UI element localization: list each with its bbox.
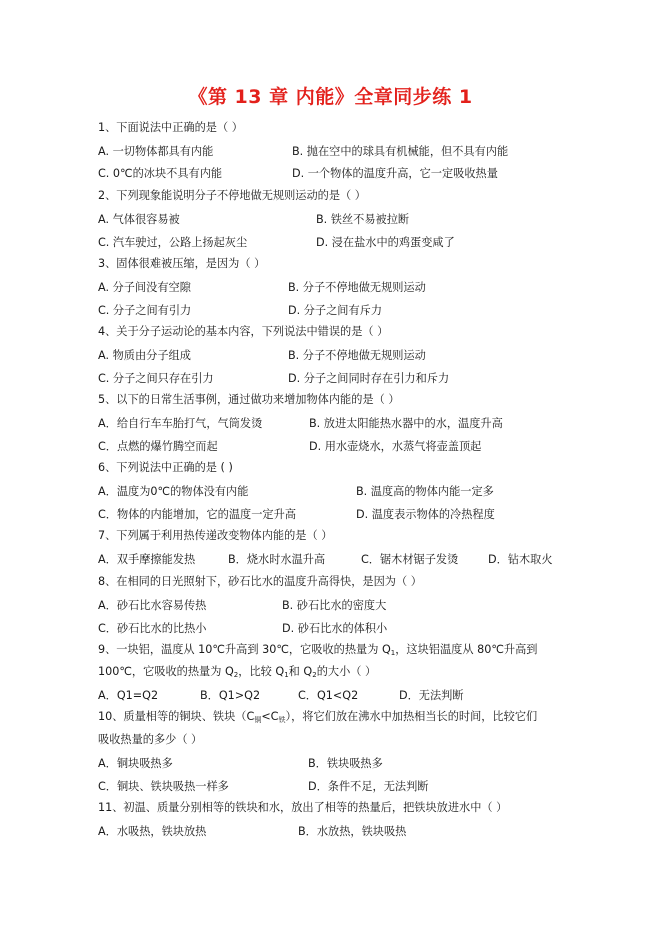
question-1-option-d: D. 一个物体的温度升高，它一定吸收热量 <box>292 167 498 180</box>
question-11-option-b: B．水放热，铁块吸热 <box>298 825 407 838</box>
question-5-option-a: A．给自行车车胎打气，气筒发烫 <box>98 417 263 430</box>
question-7-option-d: D．钻木取火 <box>488 553 553 566</box>
question-1-option-a: A. 一切物体都具有内能 <box>98 145 214 158</box>
question-9-option-b: B．Q1>Q2 <box>200 689 261 702</box>
question-5-option-b: B. 放进太阳能热水器中的水，温度升高 <box>309 417 503 430</box>
question-3-stem: 3、固体很难被压缩，是因为（ ） <box>98 257 266 270</box>
question-10-option-d: D．条件不足，无法判断 <box>308 780 429 793</box>
question-1-option-b: B. 抛在空中的球具有机械能，但不具有内能 <box>292 145 509 158</box>
question-6-option-d: D. 温度表示物体的冷热程度 <box>356 508 495 521</box>
question-1-stem: 1、下面说法中正确的是（ ） <box>98 121 243 134</box>
question-10-option-c: C．铜块、铁块吸热一样多 <box>98 780 229 793</box>
question-6-option-a: A．温度为0℃的物体没有内能 <box>98 485 249 498</box>
question-3-option-d: D. 分子之间有斥力 <box>288 304 383 317</box>
question-11-option-a: A．水吸热，铁块放热 <box>98 825 207 838</box>
question-4-option-a: A. 物质由分子组成 <box>98 349 191 362</box>
question-3-option-c: C. 分子之间有引力 <box>98 304 192 317</box>
question-5-option-d: D. 用水壶烧水，水蒸气将壶盖顶起 <box>309 440 482 453</box>
question-7-option-c: C．锯木材锯子发烫 <box>361 553 459 566</box>
document-title: 《第 13 章 内能》全章同步练 1 <box>188 86 473 108</box>
question-6-option-c: C．物体的内能增加，它的温度一定升高 <box>98 508 297 521</box>
question-8-option-a: A．砂石比水容易传热 <box>98 599 207 612</box>
question-2-option-d: D. 浸在盐水中的鸡蛋变咸了 <box>316 236 455 249</box>
question-9-stem-line-1: 9、一块铝，温度从 10℃升高到 30℃，它吸收的热量为 $Q_1$，这块铝温度从 80℃升高到 <box>98 643 538 657</box>
question-9-option-d: D．无法判断 <box>399 689 464 702</box>
question-4-option-b: B. 分子不停地做无规则运动 <box>288 349 426 362</box>
question-2-stem: 2、下列现象能说明分子不停地做无规则运动的是（ ） <box>98 189 366 202</box>
question-8-stem: 8、在相同的日光照射下，砂石比水的温度升高得快，是因为（ ） <box>98 575 422 588</box>
question-5-option-c: C．点燃的爆竹腾空而起 <box>98 440 218 453</box>
question-9-option-a: A．Q1=Q2 <box>98 689 159 702</box>
question-2-option-c: C. 汽车驶过，公路上扬起灰尘 <box>98 236 248 249</box>
question-3-option-a: A. 分子间没有空隙 <box>98 281 191 294</box>
question-6-stem: 6、下列说法中正确的是 ( ) <box>98 461 233 474</box>
question-8-option-b: B. 砂石比水的密度大 <box>282 599 387 612</box>
question-2-option-b: B. 铁丝不易被拉断 <box>316 213 410 226</box>
question-7-option-b: B．烧水时水温升高 <box>228 553 326 566</box>
question-11-stem: 11、初温、质量分别相等的铁块和水，放出了相等的热量后，把铁块放进水中（ ） <box>98 801 508 814</box>
question-8-option-d: D. 砂石比水的体积小 <box>282 622 388 635</box>
question-10-option-a: A．铜块吸热多 <box>98 757 173 770</box>
question-3-option-b: B. 分子不停地做无规则运动 <box>288 281 426 294</box>
question-4-option-c: C. 分子之间只存在引力 <box>98 372 214 385</box>
question-10-stem-line-1: 10、质量相等的铜块、铁块$(C_铜<C_铁)$，将它们放在沸水中加热相当长的时间，比较它们 <box>98 710 538 724</box>
question-4-stem: 4、关于分子运动论的基本内容，下列说法中错误的是（ ） <box>98 325 389 338</box>
question-7-stem: 7、下列属于利用热传递改变物体内能的是（ ） <box>98 529 333 542</box>
question-8-option-c: C．砂石比水的比热小 <box>98 622 207 635</box>
question-2-option-a: A. 气体很容易被 <box>98 213 180 226</box>
question-7-option-a: A．双手摩擦能发热 <box>98 553 196 566</box>
question-5-stem: 5、以下的日常生活事例，通过做功来增加物体内能的是（ ） <box>98 393 400 406</box>
question-4-option-d: D. 分子之间同时存在引力和斥力 <box>288 372 450 385</box>
question-1-option-c: C. 0℃的冰块不具有内能 <box>98 167 223 180</box>
question-6-option-b: B. 温度高的物体内能一定多 <box>356 485 494 498</box>
question-10-option-b: B．铁块吸热多 <box>308 757 383 770</box>
question-9-stem-line-2: 100℃，它吸收的热量为 $Q_2$，比较 $Q_1$和 $Q_2$的大小（ ） <box>98 665 377 679</box>
question-9-option-c: C．Q1<Q2 <box>298 689 359 702</box>
question-10-stem-line-2: 吸收热量的多少（ ） <box>98 733 203 746</box>
